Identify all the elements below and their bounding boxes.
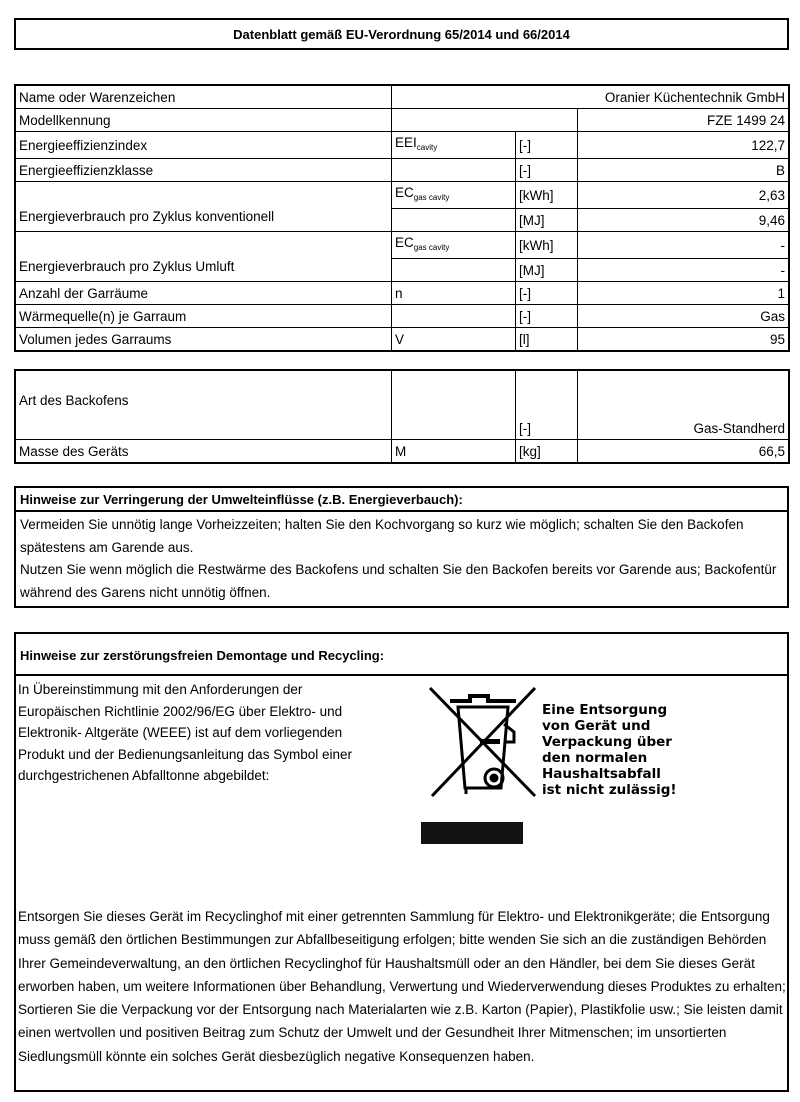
table-row — [16, 232, 789, 259]
table-row — [16, 109, 789, 132]
environment-note-body — [14, 512, 789, 608]
row-unit: [-] — [516, 282, 578, 305]
row-value: 9,46 — [578, 209, 789, 232]
row-symbol: $EEI_{cavity}$ — [392, 132, 516, 159]
main-spec-table — [15, 85, 789, 351]
row-value: B — [578, 159, 789, 182]
row-label: Art des Backofens — [16, 371, 392, 440]
row-symbol: $EC_{gas cavity}$ — [392, 232, 516, 259]
table-row — [16, 282, 789, 305]
recycling-note-heading: Hinweise zur zerstörungsfreien Demontage und Recycling: — [14, 632, 789, 676]
row-value: 122,7 — [578, 132, 789, 159]
row-value: - — [578, 232, 789, 259]
row-label: Modellkennung — [16, 109, 392, 132]
row-unit: [kg] — [516, 440, 578, 463]
table-row — [16, 132, 789, 159]
row-label: Energieverbrauch pro Zyklus Umluft — [16, 232, 392, 282]
row-unit: [-] — [516, 371, 578, 440]
disposal-instructions-text: Entsorgen Sie dieses Gerät im Recyclinghof mit einer getrennten Sammlung für Elektro- und Elektronikgeräte; die Entsorgung muss gemäß den örtlichen Bestimmungen zur Abfallbeseitigung erfolgen; bitte wenden Sie sich an die zuständigen Behörden Ihrer Gemeindeverwaltung, an den örtlichen Recyclinghof für Haushaltsmüll oder an den Händler, bei dem Sie dieses Gerät erworben haben, um weitere Informationen über Behandlung, Verwertung und Wiederverwendung dieses Produktes zu erhalten; Sortieren Sie die Verpackung vor der Entsorgung nach Materialarten wie z.B. Karton (Papier), Plastikfolie usw.; Sie leisten damit einen wertvollen und positiven Beitrag zum Schutz der Umwelt und der Gesundheit Ihrer Mitmenschen; im unsortierten Siedlungsmüll könnte ein solches Gerät diesbezüglich negative Konsequenzen haben. — [18, 909, 786, 1064]
row-label: Energieeffizienzklasse — [16, 159, 392, 182]
table-row — [16, 182, 789, 209]
environment-note-heading: Hinweise zur Verringerung der Umwelteinflüsse (z.B. Energieverbauch): — [14, 486, 789, 512]
row-unit: [MJ] — [516, 209, 578, 232]
table-row — [16, 371, 789, 440]
row-value: 1 — [578, 282, 789, 305]
row-unit: [kWh] — [516, 182, 578, 209]
environment-paragraph-2: Nutzen Sie wenn möglich die Restwärme des Backofens und schalten Sie den Backofen bereits vor Garende aus; Backofentür während des Garens nicht unnötig öffnen. — [20, 562, 777, 600]
row-unit: [-] — [516, 159, 578, 182]
row-value: FZE 1499 24 — [578, 109, 789, 132]
row-symbol — [392, 109, 578, 132]
table-row — [16, 86, 789, 109]
row-symbol: V — [392, 328, 516, 351]
row-value: Oranier Küchentechnik GmbH — [392, 86, 789, 109]
table-row — [16, 440, 789, 463]
row-value: 66,5 — [578, 440, 789, 463]
row-symbol — [392, 371, 516, 440]
row-label: Energieverbrauch pro Zyklus konventionell — [16, 182, 392, 232]
row-label: Masse des Geräts — [16, 440, 392, 463]
row-value: Gas — [578, 305, 789, 328]
row-value: - — [578, 259, 789, 282]
row-value: Gas-Standherd — [578, 371, 789, 440]
row-unit: [-] — [516, 305, 578, 328]
row-unit: [l] — [516, 328, 578, 351]
table-row — [16, 328, 789, 351]
row-unit: [-] — [516, 132, 578, 159]
environment-paragraph-1: Vermeiden Sie unnötig lange Vorheizzeiten; halten Sie den Kochvorgang so kurz wie möglich; schalten Sie den Backofen spätestens am Garende aus. — [20, 517, 744, 555]
weee-marking-bar — [421, 822, 523, 844]
oven-type-table — [15, 370, 789, 463]
row-label: Anzahl der Garräume — [16, 282, 392, 305]
row-label: Volumen jedes Garraums — [16, 328, 392, 351]
row-label: Energieeffizienzindex — [16, 132, 392, 159]
datasheet-title — [14, 18, 789, 50]
row-symbol: $EC_{gas cavity}$ — [392, 182, 516, 209]
row-symbol — [392, 209, 516, 232]
row-label: Wärmequelle(n) je Garraum — [16, 305, 392, 328]
disposal-warning: Eine Entsorgung von Gerät und Verpackung über den normalen Haushaltsabfall ist nicht zulässig! — [542, 702, 677, 798]
crossed-out-wheelie-bin-icon — [408, 680, 538, 810]
row-symbol — [392, 159, 516, 182]
row-symbol — [392, 259, 516, 282]
datasheet-title-text: Datenblatt gemäß EU-Verordnung 65/2014 und 66/2014 — [233, 26, 570, 42]
row-value: 2,63 — [578, 182, 789, 209]
table-row — [16, 159, 789, 182]
row-unit: [kWh] — [516, 232, 578, 259]
row-label: Name oder Warenzeichen — [16, 86, 392, 109]
row-value: 95 — [578, 328, 789, 351]
row-unit: [MJ] — [516, 259, 578, 282]
row-symbol — [392, 305, 516, 328]
row-symbol: n — [392, 282, 516, 305]
weee-directive-text: In Übereinstimmung mit den Anforderungen der Europäischen Richtlinie 2002/96/EG über Elektro- und Elektronik- Altgeräte (WEEE) ist auf dem vorliegenden Produkt und der Bedienungsanleitung das Symbol einer durchgestrichenen Abfalltonne abgebildet: — [18, 682, 352, 783]
table-row — [16, 305, 789, 328]
row-symbol: M — [392, 440, 516, 463]
